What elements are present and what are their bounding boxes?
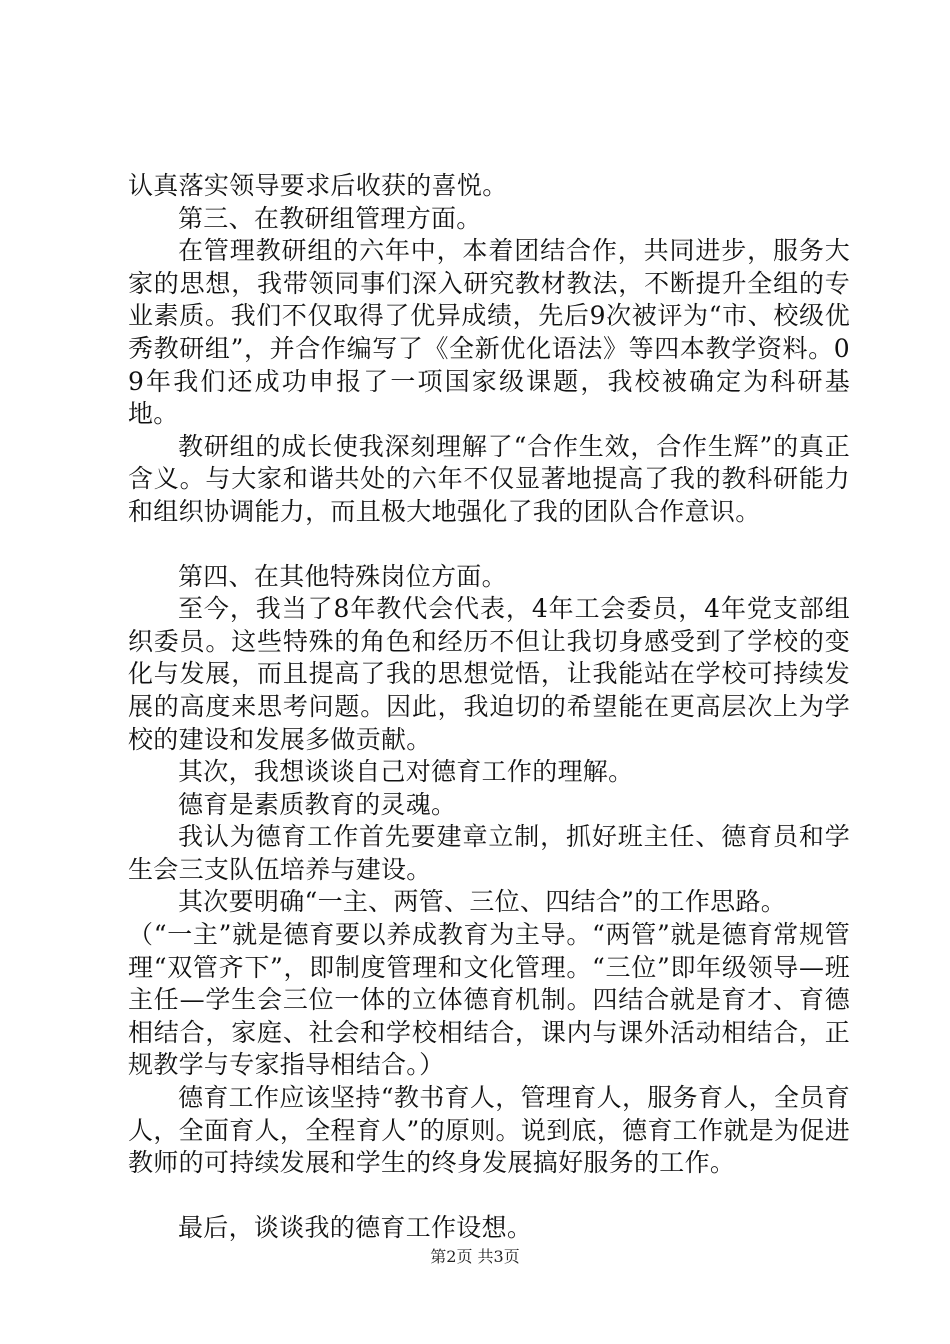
paragraph-research-group: 在管理教研组的六年中，本着团结合作，共同进步，服务大家的思想，我带领同事们深入研究教材教法，不断提升全组的专业素质。我们不仅取得了优异成绩，先后9次被评为“市、校级优秀教研组”，并合作编写了《全新优化语法》等四本教学资料。09年我们还成功申报了一项国家级课题，我校被确定为科研基地。 xyxy=(128,236,850,429)
page-number-footer: 第2页 共3页 xyxy=(430,1247,520,1266)
paragraph-moral-system: 我认为德育工作首先要建章立制，抓好班主任、德育员和学生会三支队伍培养与建设。 xyxy=(128,822,850,884)
paragraph-moral-intro: 其次，我想谈谈自己对德育工作的理解。 xyxy=(178,757,634,787)
paragraph-moral-principle: 德育工作应该坚持“教书育人，管理育人，服务育人，全员育人，全面育人，全程育人”的原则。说到底，德育工作就是为促进教师的可持续发展和学生的终身发展搞好服务的工作。 xyxy=(128,1083,850,1178)
document-body xyxy=(128,170,850,1244)
paragraph-continued: 认真落实领导要求后收获的喜悦。 xyxy=(128,171,508,200)
paragraph-final-heading: 最后，谈谈我的德育工作设想。 xyxy=(178,1212,533,1242)
paragraph-work-idea: 其次要明确“一主、两管、三位、四结合”的工作思路。 xyxy=(178,887,787,917)
paragraph-work-idea-detail: （“一主”就是德育要以养成教育为主导。“两管”就是德育常规管理“双管齐下”，即制度管理和文化管理。“三位”即年级领导—班主任—学生会三位一体的立体德育机制。四结合就是育才、育德相结合，家庭、社会和学校相结合，课内与课外活动相结合，正规教学与专家指导相结合。） xyxy=(128,920,851,1080)
section-heading-third: 第三、在教研组管理方面。 xyxy=(178,203,482,233)
section-heading-fourth: 第四、在其他特殊岗位方面。 xyxy=(178,561,507,591)
paragraph-special-posts: 至今，我当了8年教代会代表，4年工会委员，4年党支部组织委员。这些特殊的角色和经历不但让我切身感受到了学校的变化与发展，而且提高了我的思想觉悟，让我能站在学校可持续发展的高度来思考问题。因此，我迫切的希望能在更高层次上为学校的建设和发展多做贡献。 xyxy=(128,594,850,754)
paragraph-research-growth: 教研组的成长使我深刻理解了“合作生效，合作生辉”的真正含义。与大家和谐共处的六年不仅显著地提高了我的教科研能力和组织协调能力，而且极大地强化了我的团队合作意识。 xyxy=(128,431,850,526)
paragraph-moral-soul: 德育是素质教育的灵魂。 xyxy=(178,789,457,819)
